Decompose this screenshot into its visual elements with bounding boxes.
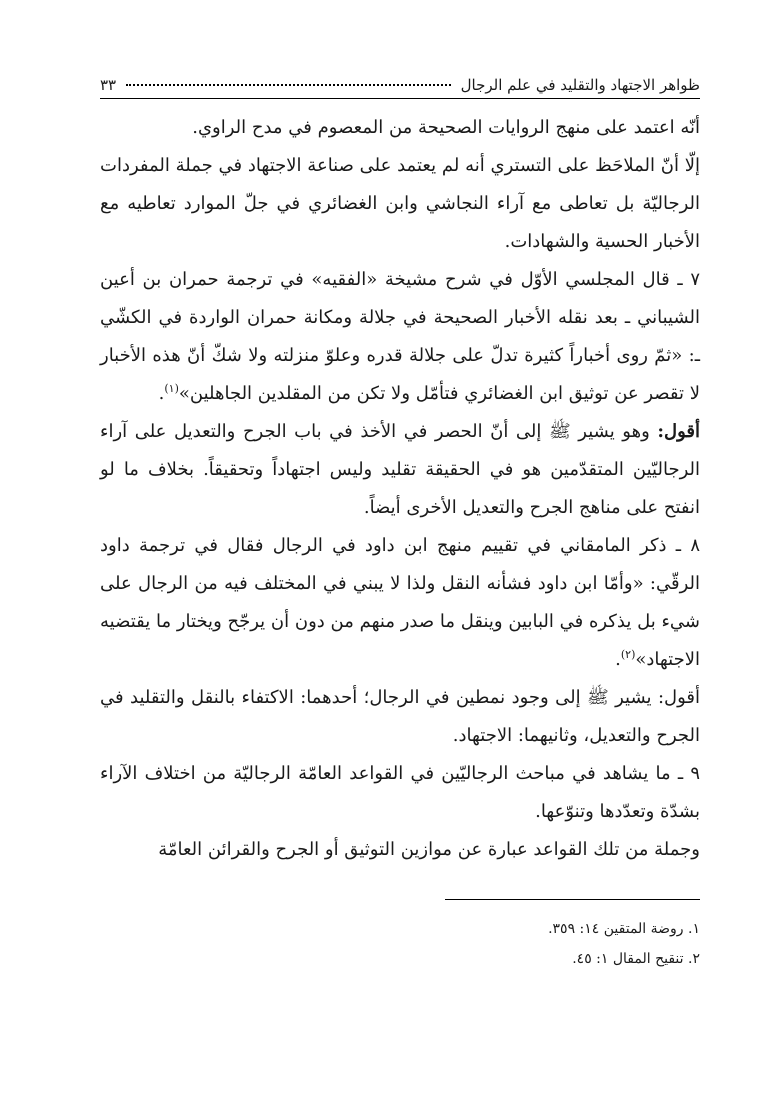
paragraph-2: إلّا أنّ الملاحَظ على التستري أنه لم يعتمد على صناعة الاجتهاد في جملة المفردات الرجاليّة بل تعاطى مع آراء النجاشي وابن الغضائري في جلّ الموارد تعاطيه مع الأخبار الحسية والشهادات.: [100, 155, 700, 252]
footnote-2: ٢. تنقيح المقال ١: ٤٥.: [572, 951, 700, 967]
footnote-ref-2: (٢): [620, 648, 636, 661]
running-head-title: ظواهر الاجتهاد والتقليد في علم الرجال: [460, 76, 700, 94]
paragraph-7: ٩ ـ ما يشاهد في مباحث الرجاليّين في القواعد العامّة الرجاليّة من اختلاف الآراء بشدّة وتعدّدها وتنوّعها.: [100, 763, 700, 822]
leader-dots: [126, 84, 451, 86]
lead-word: أقول:: [657, 421, 700, 442]
footnote-1: ١. روضة المتقين ١٤: ٣٥٩.: [548, 921, 700, 937]
paragraph-6: أقول: يشير ﷺ إلى وجود نمطين في الرجال؛ أحدهما: الاكتفاء بالنقل والتقليد في الجرح والتعديل، وثانيهما: الاجتهاد.: [100, 687, 700, 746]
paragraph-4-text: وهو يشير ﷺ إلى أنّ الحصر في الأخذ في باب الجرح والتعديل على آراء الرجاليّين المتقدّمين هو في الحقيقة تقليد وليس اجتهاداً وتحقيقاً. بخلاف ما لو انفتح على مناهج الجرح والتعديل الأخرى أيضاً.: [100, 421, 700, 518]
running-head: [100, 76, 700, 99]
paragraph-8: وجملة من تلك القواعد عبارة عن موازين التوثيق أو الجرح والقرائن العامّة: [158, 839, 700, 860]
body-text: [100, 109, 700, 869]
footnote-separator: [445, 899, 700, 900]
paragraph-5-text: ٨ ـ ذكر المامقاني في تقييم منهج ابن داود في الرجال فقال في ترجمة داود الرقّي: «وأمّا ابن داود فشأنه النقل ولذا لا يبني في المختلف فيه من الرجال على شيء بل يذكره في البابين وينقل ما صدر منهم من دون أن يرجّح ويختار ما يقتضيه الاجتهاد»: [100, 535, 700, 670]
footnote-ref-1: (١): [164, 382, 179, 395]
paragraph-3: ٧ ـ قال المجلسي الأوّل في شرح مشيخة «الفقيه» في ترجمة حمران بن أعين الشيباني ـ بعد نقله الأخبار الصحيحة في جلالة ومكانة حمران الواردة في الكشّي ـ: «ثمّ روى أخباراً كثيرة تدلّ على جلالة قدره وعلوّ منزلته ولا شكّ أنّ هذه الأخبار لا تقصر عن توثيق ابن الغضائري فتأمّل ولا تكن من المقلدين الجاهلين»$^{(١)}$.: [100, 269, 700, 404]
document-page: [100, 76, 700, 974]
page-number: ٣٣: [100, 76, 117, 94]
paragraph-1: أنّه اعتمد على منهج الروايات الصحيحة من المعصوم في مدح الراوي.: [192, 117, 700, 138]
footnotes: [100, 914, 700, 974]
paragraph-4: [100, 413, 700, 527]
paragraph-3-text: ٧ ـ قال المجلسي الأوّل في شرح مشيخة «الفقيه» في ترجمة حمران بن أعين الشيباني ـ بعد نقله الأخبار الصحيحة في جلالة ومكانة حمران الواردة في الكشّي ـ: «ثمّ روى أخباراً كثيرة تدلّ على جلالة قدره وعلوّ منزلته ولا شكّ أنّ هذه الأخبار لا تقصر عن توثيق ابن الغضائري فتأمّل ولا تكن من المقلدين الجاهلين»: [100, 269, 700, 404]
paragraph-5: ٨ ـ ذكر المامقاني في تقييم منهج ابن داود في الرجال فقال في ترجمة داود الرقّي: «وأمّا ابن داود فشأنه النقل ولذا لا يبني في المختلف فيه من الرجال على شيء بل يذكره في البابين وينقل ما صدر منهم من دون أن يرجّح ويختار ما يقتضيه الاجتهاد»$^{(٢)}$.: [100, 535, 700, 670]
